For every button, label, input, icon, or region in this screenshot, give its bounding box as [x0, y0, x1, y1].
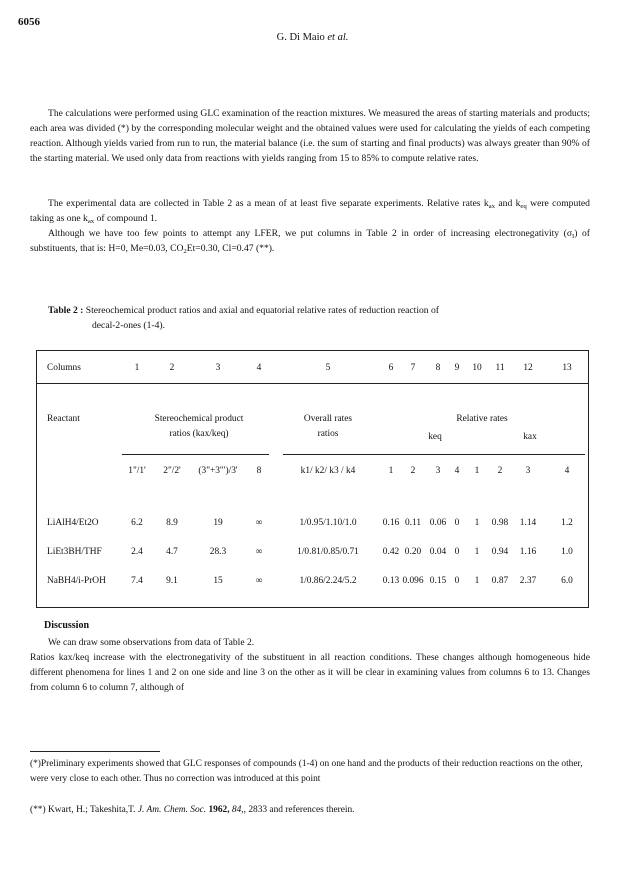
- table-rule-overall: [283, 454, 383, 455]
- table-caption-line1: Stereochemical product ratios and axial and equatorial relative rates of reduction reaction of: [85, 305, 439, 316]
- group-relative-title: Relative rates: [456, 414, 508, 424]
- table-rule-ratios: [122, 454, 269, 455]
- column-number: 11: [495, 363, 505, 373]
- column-number: 2: [169, 363, 175, 373]
- table-caption: [48, 303, 578, 333]
- footnote-1: (*)Preliminary experiments showed that GLC responses of compounds (1-4) on one hand and the products of their reduction reactions on the other, were very close to each other. Thus no correction was introduced at this point: [30, 759, 583, 784]
- discussion-paragraph-2: Ratios kax/keq increase with the electronegativity of the substituent in all reaction conditions. These changes although homogeneous hide different phenomena for lines 1 and 2 on one side and line 3 on the other as it will be clear in examining values from columns 6 to 13. Changes from column 6 to column 7, although of: [30, 652, 590, 693]
- sub-header: 2"/2': [163, 466, 181, 476]
- page-number: 6056: [18, 16, 40, 28]
- table-cell: 8.9: [166, 518, 178, 528]
- keq-label: keq: [428, 432, 442, 442]
- table-cell: 1/0.86/2.24/5.2: [299, 576, 357, 586]
- table-cell: 4.7: [166, 547, 178, 557]
- table-rule-relative: [375, 454, 585, 455]
- sub-header: 3: [435, 466, 441, 476]
- column-number: 3: [215, 363, 221, 373]
- table-cell: 1: [474, 518, 480, 528]
- sub-header: 8: [256, 466, 262, 476]
- running-head-etal: et al.: [327, 32, 349, 43]
- sub-header: 2: [497, 466, 503, 476]
- column-number: 6: [388, 363, 394, 373]
- table-cell: 1/0.95/1.10/1.0: [299, 518, 357, 528]
- running-head: [0, 32, 625, 43]
- table-cell: 1.14: [519, 518, 537, 528]
- sub-header: k1/ k2/ k3 / k4: [300, 466, 356, 476]
- table-cell: 0: [454, 576, 460, 586]
- sub-header: 1: [474, 466, 480, 476]
- table-cell: 6.0: [561, 576, 573, 586]
- table-cell: 0.096: [402, 576, 424, 586]
- table-cell: 0.42: [382, 547, 400, 557]
- table-cell: 7.4: [131, 576, 143, 586]
- discussion-paragraph-1: We can draw some observations from data of Table 2.: [48, 637, 255, 648]
- table-cell: 15: [213, 576, 223, 586]
- table-cell: 2.37: [519, 576, 537, 586]
- column-number: 4: [256, 363, 262, 373]
- table-cell: ∞: [255, 576, 263, 586]
- column-number: 13: [562, 363, 572, 373]
- group-ratios-title: Stereochemical product: [154, 414, 244, 424]
- group-overall-subtitle: ratios: [317, 429, 339, 439]
- group-ratios-subtitle: ratios (kax/keq): [169, 429, 229, 439]
- sub-header: (3"+3'")/3': [198, 466, 238, 476]
- table-cell: 1.2: [561, 518, 573, 528]
- table-cell: 1: [474, 547, 480, 557]
- column-number: 1: [134, 363, 140, 373]
- table-cell: 0.04: [429, 547, 447, 557]
- table-cell: 0: [454, 547, 460, 557]
- table-cell: 0.87: [491, 576, 509, 586]
- reactant-label: Reactant: [47, 414, 80, 424]
- table-cell: 28.3: [209, 547, 227, 557]
- table-cell: 0.94: [491, 547, 509, 557]
- reactant-cell: NaBH4/i-PrOH: [47, 576, 106, 586]
- reactant-cell: LiAlH4/Et2O: [47, 518, 99, 528]
- table-cell: 2.4: [131, 547, 143, 557]
- sub-header: 3: [525, 466, 531, 476]
- group-overall-title: Overall rates: [303, 414, 353, 424]
- table-cell: 0.11: [404, 518, 422, 528]
- table-cell: 1/0.81/0.85/0.71: [297, 547, 359, 557]
- column-number: 9: [454, 363, 460, 373]
- table-cell: 1: [474, 576, 480, 586]
- paragraph-1: The calculations were performed using GLC examination of the reaction mixtures. We measured the areas of starting materials and products; each area was divided (*) by the corresponding molecular weight and the obtained values were used for calculating the yields of each competing reaction. Although yields varied from run to run, the material balance (i.e. the sum of starting and final products) was always greater than 90% of the starting material. We used only data from reactions with yields ranging from 15 to 85% to compute relative rates.: [30, 108, 590, 164]
- footnote-2: (**) Kwart, H.; Takeshita,T. J. Am. Chem. Soc. 1962, 84,, 2833 and references therein.: [30, 805, 355, 815]
- kax-label: kax: [523, 432, 537, 442]
- sub-header: 1: [388, 466, 394, 476]
- running-head-authors: G. Di Maio: [276, 32, 325, 43]
- table-cell: ∞: [255, 547, 263, 557]
- table-cell: 1.16: [519, 547, 537, 557]
- paragraph-2: The experimental data are collected in Table 2 as a mean of at least five separate experiments. Relative rates $k_{ax}$ and $k_{eq}$ were computed taking as one $k_{ax}$ of compound 1.: [30, 198, 590, 225]
- table-rule-top: [37, 383, 588, 384]
- table-cell: ∞: [255, 518, 263, 528]
- paragraph-3: Although we have too few points to attempt any LFER, we put columns in Table 2 in order of increasing electronegativity $(\sigma_I)$ of substituents, that is: H=0, Me=0.03, $CO_2Et=0.30$, Cl=0.47 (**).: [30, 228, 590, 255]
- column-number: 5: [325, 363, 331, 373]
- table-cell: 1.0: [561, 547, 573, 557]
- table-cell: 19: [213, 518, 223, 528]
- column-number: 12: [523, 363, 533, 373]
- column-number: 7: [410, 363, 416, 373]
- table-cell: 0.16: [382, 518, 400, 528]
- table-caption-label: Table 2 :: [48, 305, 84, 316]
- columns-label: Columns: [47, 363, 81, 373]
- sub-header: 1"/1': [128, 466, 146, 476]
- table-cell: 9.1: [166, 576, 178, 586]
- table-cell: 0.15: [429, 576, 447, 586]
- sub-header: 4: [454, 466, 460, 476]
- table-caption-line2: decal-2-ones (1-4).: [92, 320, 165, 331]
- table-cell: 0: [454, 518, 460, 528]
- table-cell: 0.06: [429, 518, 447, 528]
- table-cell: 6.2: [131, 518, 143, 528]
- discussion-heading: Discussion: [44, 620, 90, 631]
- table-cell: 0.20: [404, 547, 422, 557]
- column-number: 10: [472, 363, 482, 373]
- sub-header: 2: [410, 466, 416, 476]
- table-cell: 0.98: [491, 518, 509, 528]
- table-2: [36, 350, 589, 608]
- table-cell: 0.13: [382, 576, 400, 586]
- column-number: 8: [435, 363, 441, 373]
- footnote-rule: [30, 751, 160, 752]
- sub-header: 4: [564, 466, 570, 476]
- reactant-cell: LiEt3BH/THF: [47, 547, 102, 557]
